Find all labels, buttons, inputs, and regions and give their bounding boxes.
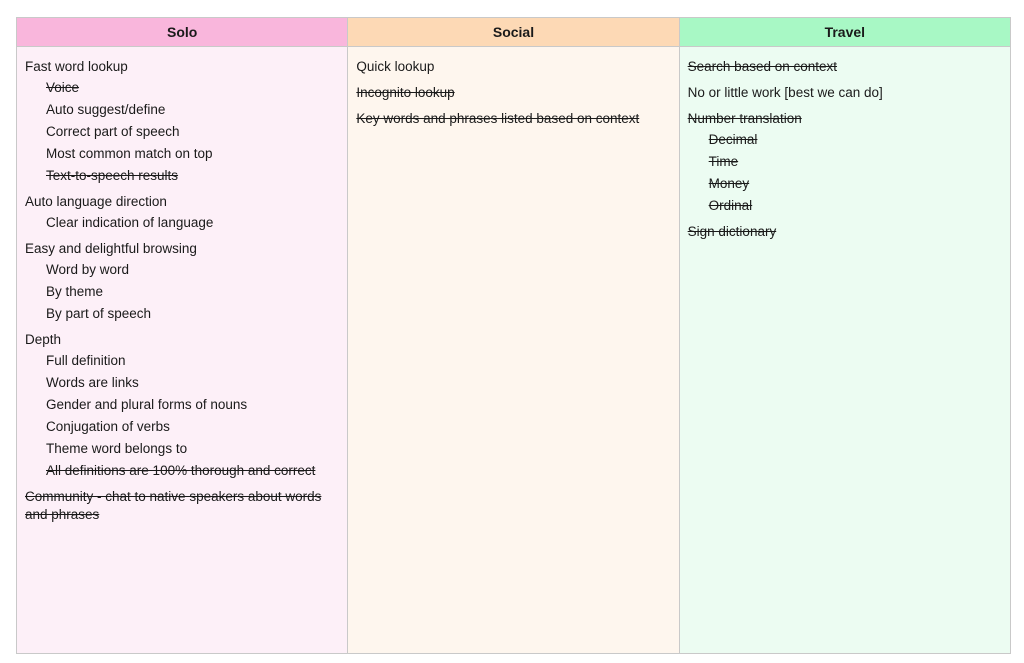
sub-list-item: Ordinal [708,198,753,213]
sub-list-item: Conjugation of verbs [46,419,170,434]
list-item-text: Easy and delightful browsing [25,241,197,256]
list-item-text: Fast word lookup [25,59,128,74]
column-body-social [348,47,678,653]
list-item [356,58,670,76]
list-item [688,84,1002,102]
sub-list-item: Correct part of speech [46,124,180,139]
column-body-solo [17,47,347,653]
list-item-text: Community - chat to native speakers about words and phrases [25,489,322,522]
sub-list-item: Auto suggest/define [46,102,166,117]
column-solo [17,18,348,653]
list-item [356,84,670,102]
sub-list-item: Most common match on top [46,146,213,161]
sub-list-item: Theme word belongs to [46,441,188,456]
column-header-travel: Travel [680,18,1010,47]
list-item [25,58,339,185]
sub-list-item: Time [708,154,739,169]
list-item-text: Number translation [687,111,802,126]
sub-list [688,131,1002,215]
list-item-text: Incognito lookup [356,85,455,100]
list-item [688,223,1002,241]
list-item-text: Depth [25,332,62,347]
list-item-text: Key words and phrases listed based on context [356,111,640,126]
column-social [348,18,679,653]
list-item-text: Quick lookup [356,59,435,74]
list-item [25,331,339,480]
sub-list [25,214,339,232]
list-item-text: Search based on context [687,59,838,74]
list-item-text: Sign dictionary [687,224,777,239]
sub-list [25,261,339,323]
sub-list-item: Clear indication of language [46,215,214,230]
sub-list-item: Text-to-speech results [46,168,179,183]
sub-list-item: By part of speech [46,306,152,321]
list-item-text: Auto language direction [25,194,167,209]
board-table [16,17,1011,654]
list-item-text: No or little work [best we can do] [687,85,883,100]
sub-list [25,79,339,185]
column-header-social: Social [348,18,678,47]
sub-list-item: Decimal [708,132,758,147]
list-item [688,110,1002,215]
list-item [25,488,339,524]
sub-list-item: Voice [46,80,80,95]
list-item [356,110,670,128]
column-header-solo: Solo [17,18,347,47]
sub-list-item: Words are links [46,375,139,390]
list-item [25,193,339,232]
sub-list-item: Full definition [46,353,126,368]
sub-list [25,352,339,480]
sub-list-item: Word by word [46,262,130,277]
list-item [688,58,1002,76]
list-item [25,240,339,323]
sub-list-item: All definitions are 100% thorough and correct [46,463,316,478]
sub-list-item: Money [708,176,750,191]
column-travel [680,18,1010,653]
sub-list-item: Gender and plural forms of nouns [46,397,248,412]
column-body-travel [680,47,1010,653]
sub-list-item: By theme [46,284,104,299]
